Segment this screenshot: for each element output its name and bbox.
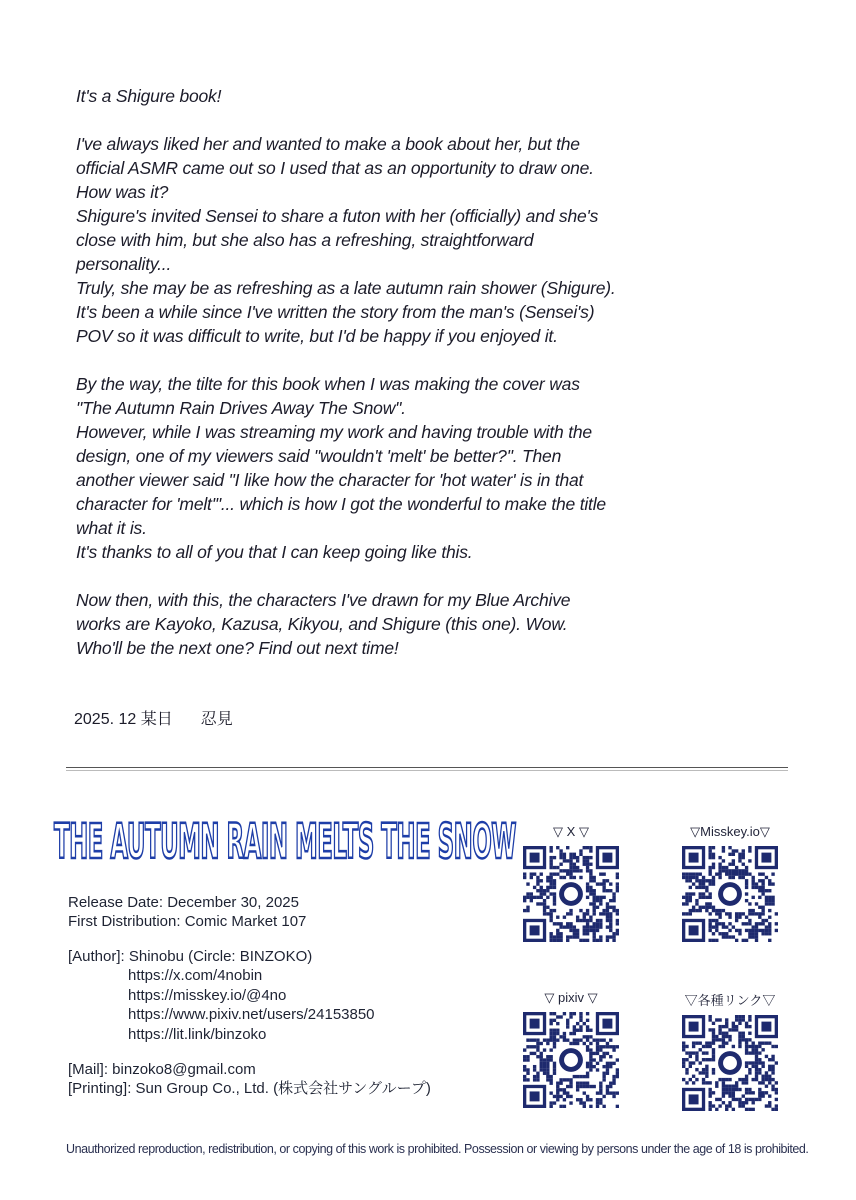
qr-finder-pattern	[755, 1015, 778, 1038]
book-title-logo	[52, 790, 522, 880]
qr-finder-pattern	[755, 846, 778, 869]
printing-credit: [Printing]: Sun Group Co., Ltd. (株式会社サングループ)	[68, 1080, 431, 1097]
link-pixiv[interactable]: https://www.pixiv.net/users/24153850	[128, 1006, 375, 1023]
qr-code-x[interactable]	[523, 846, 619, 942]
section-divider	[66, 767, 788, 768]
afterword	[76, 84, 716, 660]
author-signature: 忍見	[200, 711, 233, 728]
qr-finder-pattern	[523, 846, 546, 869]
misskey-logo-icon	[717, 881, 743, 907]
qr-block-pixiv	[516, 990, 626, 1108]
qr-block-misskey	[675, 824, 785, 942]
afterword-date: 2025. 12 某日	[74, 711, 173, 728]
author-links	[68, 966, 431, 1044]
qr-finder-pattern	[523, 1085, 546, 1108]
afterword-paragraph: Now then, with this, the characters I've drawn for my Blue Archive works are Kayoko, Kazusa, Kikyou, and Shigure (this one). Wow. Who'll be the next one? Find out next time!	[76, 590, 571, 658]
book-title: THE AUTUMN RAIN MELTS THE SNOW	[54, 814, 517, 870]
qr-finder-pattern	[682, 846, 705, 869]
qr-finder-pattern	[523, 1012, 546, 1035]
qr-label: ▽ pixiv ▽	[544, 990, 598, 1005]
litlink-logo-icon	[717, 1050, 743, 1076]
mail-contact: [Mail]: binzoko8@gmail.com	[68, 1061, 256, 1078]
afterword-signature	[74, 706, 233, 729]
qr-code-misskey[interactable]	[682, 846, 778, 942]
x-logo-icon	[558, 881, 584, 907]
release-date: Release Date: December 30, 2025	[68, 894, 299, 911]
link-misskey[interactable]: https://misskey.io/@4no	[128, 986, 287, 1004]
link-litlink[interactable]: https://lit.link/binzoko	[128, 1025, 267, 1043]
qr-code-litlink[interactable]	[682, 1015, 778, 1111]
colophon	[68, 893, 431, 1098]
qr-block-litlink	[675, 990, 785, 1111]
first-distribution: First Distribution: Comic Market 107	[68, 913, 307, 930]
qr-block-x	[516, 824, 626, 942]
qr-label: ▽Misskey.io▽	[690, 824, 770, 839]
qr-label: ▽ X ▽	[553, 824, 589, 839]
qr-finder-pattern	[596, 846, 619, 869]
afterword-paragraph: It's a Shigure book!	[76, 86, 222, 106]
qr-finder-pattern	[596, 1012, 619, 1035]
qr-finder-pattern	[682, 919, 705, 942]
qr-label: ▽各種リンク▽	[684, 993, 776, 1008]
copyright-notice: Unauthorized reproduction, redistribution, or copying of this work is prohibited. Possession or viewing by persons under the age of 18 is prohibited.	[66, 1142, 809, 1156]
qr-code-pixiv[interactable]	[523, 1012, 619, 1108]
qr-finder-pattern	[523, 919, 546, 942]
qr-finder-pattern	[682, 1015, 705, 1038]
afterword-paragraph: I've always liked her and wanted to make a book about her, but the official ASMR came out so I used that as an opportunity to draw one. How was it? Shigure's invited Sensei to share a futon with her (officially) and she's close with him, but she also has a refreshing, straightforward personality... Truly, she may be as refreshing as a late autumn rain shower (Shigure). It's been a while since I've written the story from the man's (Sensei's) POV so it was difficult to write, but I'd be happy if you enjoyed it.	[76, 134, 616, 346]
afterword-paragraph: By the way, the tilte for this book when I was making the cover was "The Autumn Rain Drives Away The Snow". However, while I was streaming my work and having trouble with the design, one of my viewers said "wouldn't 'melt' be better?". Then another viewer said "I like how the character for 'hot water' is in that character for 'melt'"... which is how I got the wonderful to make the title what it is. It's thanks to all of you that I can keep going like this.	[76, 374, 606, 562]
qr-finder-pattern	[682, 1088, 705, 1111]
pixiv-logo-icon	[558, 1047, 584, 1073]
link-x[interactable]: https://x.com/4nobin	[128, 967, 263, 984]
author-credit: [Author]: Shinobu (Circle: BINZOKO)	[68, 948, 313, 965]
